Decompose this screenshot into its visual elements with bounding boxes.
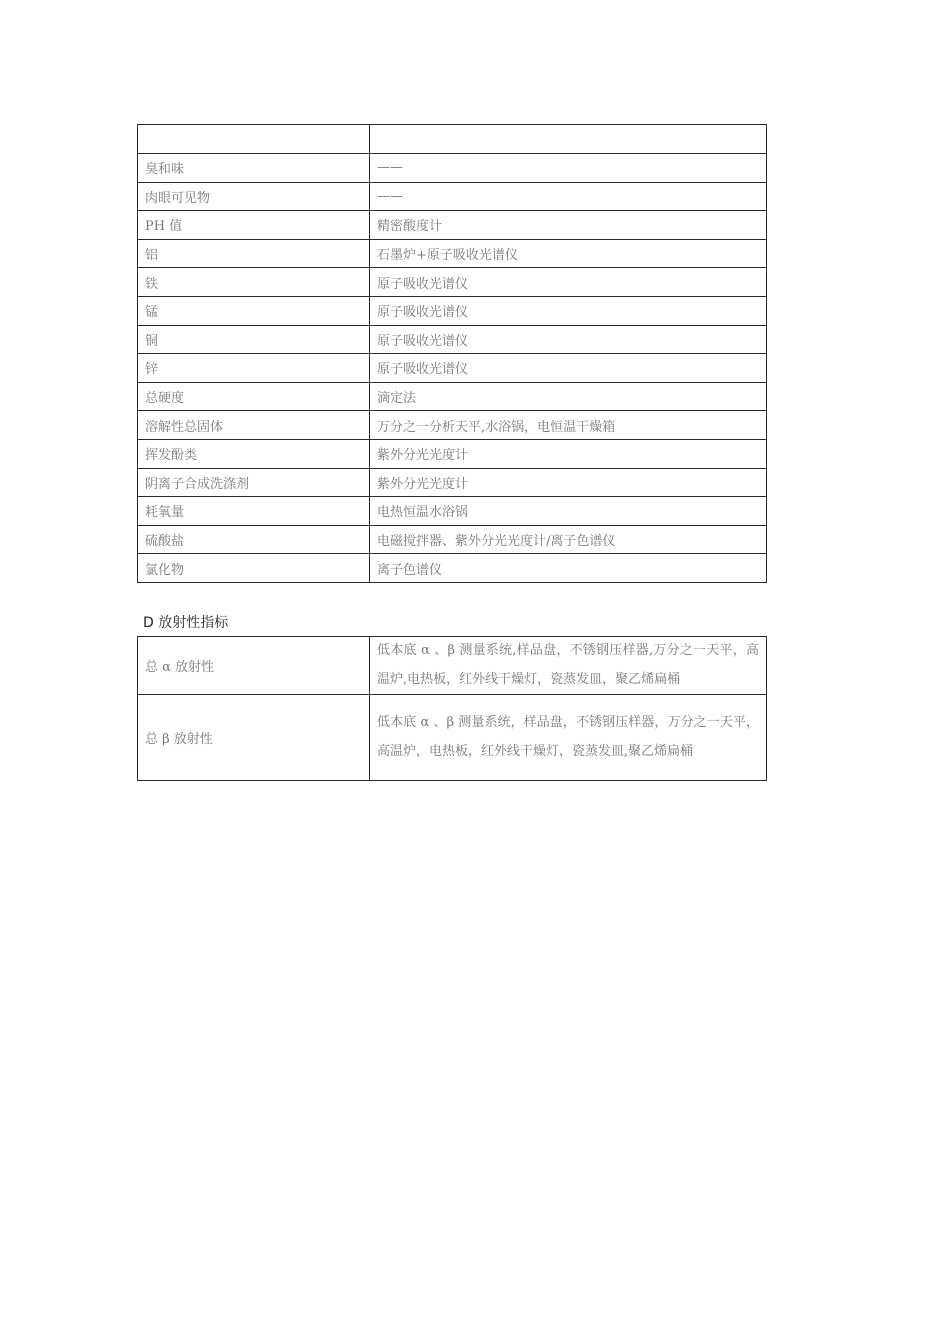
- item-cell: 肉眼可见物: [138, 182, 370, 211]
- method-cell: 低本底 α 、β 测量系统，样品盘，不锈钢压样器，万分之一天平，高温炉，电热板，红外线干燥灯，瓷蒸发皿,聚乙烯扁桶: [370, 695, 767, 781]
- item-cell: 阴离子合成洗涤剂: [138, 468, 370, 497]
- item-cell: 挥发酚类: [138, 439, 370, 468]
- item-cell: 锌: [138, 354, 370, 383]
- method-cell: 电磁搅拌器、紫外分光光度计/离子色谱仪: [370, 525, 767, 554]
- table-row: [138, 468, 767, 497]
- radioactivity-table-body: [138, 637, 767, 781]
- item-cell: 锰: [138, 296, 370, 325]
- header-cell-method: [370, 125, 767, 154]
- table-row: [138, 239, 767, 268]
- table-row: [138, 211, 767, 240]
- method-cell: 电热恒温水浴锅: [370, 497, 767, 526]
- method-cell: 紫外分光光度计: [370, 439, 767, 468]
- table-row: [138, 354, 767, 383]
- table-row: [138, 695, 767, 781]
- table-row: [138, 296, 767, 325]
- item-cell: 铜: [138, 325, 370, 354]
- item-cell: 铁: [138, 268, 370, 297]
- method-cell: 原子吸收光谱仪: [370, 325, 767, 354]
- item-cell: 总 β 放射性: [138, 695, 370, 781]
- instrument-table-body: [138, 125, 767, 583]
- table-row: [138, 268, 767, 297]
- table-row: [138, 439, 767, 468]
- item-cell: 臭和味: [138, 154, 370, 183]
- table-row: [138, 411, 767, 440]
- table-row: [138, 637, 767, 695]
- table-header-row: [138, 125, 767, 154]
- item-cell: 溶解性总固体: [138, 411, 370, 440]
- item-cell: 硫酸盐: [138, 525, 370, 554]
- method-cell: 原子吸收光谱仪: [370, 268, 767, 297]
- table-row: [138, 554, 767, 583]
- method-cell: 低本底 α 、β 测量系统,样品盘，不锈钢压样器,万分之一天平，高温炉,电热板，红外线干燥灯，瓷蒸发皿，聚乙烯扁桶: [370, 637, 767, 695]
- header-cell-item: [138, 125, 370, 154]
- method-cell: 万分之一分析天平,水浴锅，电恒温干燥箱: [370, 411, 767, 440]
- table-row: [138, 382, 767, 411]
- table-row: [138, 154, 767, 183]
- item-cell: 氯化物: [138, 554, 370, 583]
- method-cell: 滴定法: [370, 382, 767, 411]
- item-cell: 总硬度: [138, 382, 370, 411]
- method-cell: 离子色谱仪: [370, 554, 767, 583]
- item-cell: 总 α 放射性: [138, 637, 370, 695]
- table-row: [138, 182, 767, 211]
- method-cell: 紫外分光光度计: [370, 468, 767, 497]
- method-cell: 石墨炉+原子吸收光谱仪: [370, 239, 767, 268]
- method-cell: 原子吸收光谱仪: [370, 354, 767, 383]
- method-cell: 精密酸度计: [370, 211, 767, 240]
- table-row: [138, 525, 767, 554]
- table-row: [138, 325, 767, 354]
- method-cell: ——: [370, 154, 767, 183]
- item-cell: PH 值: [138, 211, 370, 240]
- section-heading: D 放射性指标: [143, 615, 229, 631]
- table-row: [138, 497, 767, 526]
- method-cell: ——: [370, 182, 767, 211]
- item-cell: 耗氧量: [138, 497, 370, 526]
- method-cell: 原子吸收光谱仪: [370, 296, 767, 325]
- instrument-table: [137, 124, 767, 583]
- item-cell: 铝: [138, 239, 370, 268]
- radioactivity-table: [137, 636, 767, 781]
